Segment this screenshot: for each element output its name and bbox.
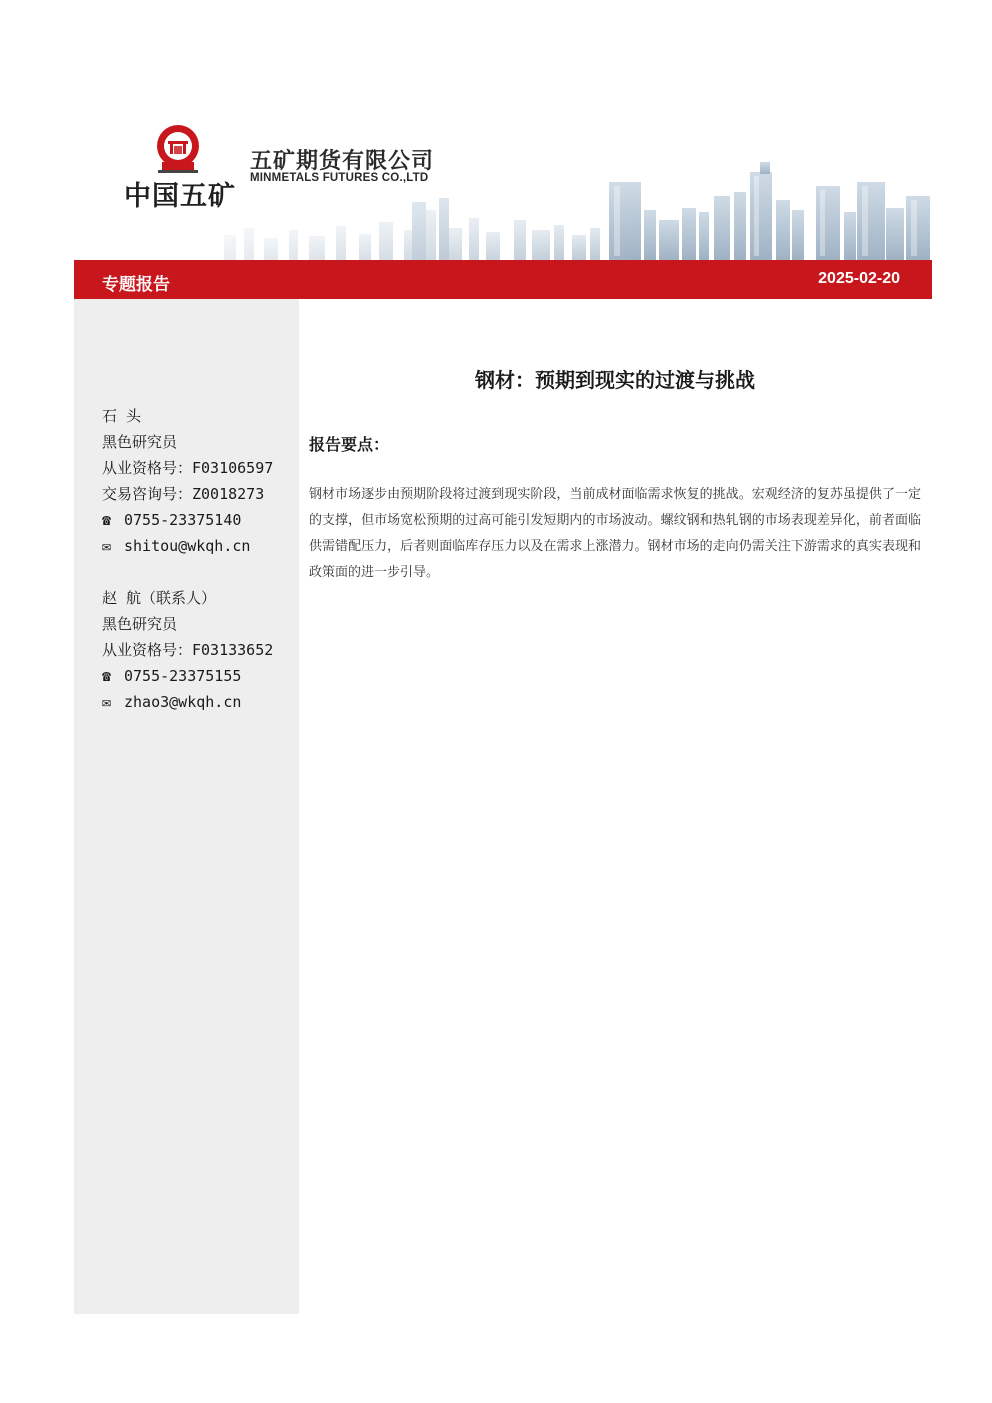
author-email[interactable]	[102, 533, 273, 559]
author-card	[102, 585, 273, 715]
company-name-cn: 五矿期货有限公司	[250, 149, 435, 174]
author-phone-number: 0755-23375140	[124, 511, 242, 529]
email-icon: ✉	[102, 693, 112, 711]
phone-icon: ☎	[102, 511, 112, 529]
author-card	[102, 403, 273, 559]
author-license: 从业资格号：F03106597	[102, 459, 274, 477]
author-role: 黑色研究员	[102, 615, 178, 633]
author-name: 赵 航（联系人）	[102, 589, 217, 607]
author-sidebar	[74, 299, 299, 1314]
author-phone-number: 0755-23375155	[124, 667, 242, 685]
author-phone	[102, 507, 273, 533]
author-phone	[102, 663, 273, 689]
key-points-heading: 报告要点：	[309, 435, 390, 454]
report-type-bar	[74, 260, 932, 299]
author-consult-number: 交易咨询号：Z0018273	[102, 485, 265, 503]
author-role: 黑色研究员	[102, 433, 178, 451]
author-email-address[interactable]: shitou@wkqh.cn	[124, 537, 251, 555]
author-license: 从业资格号：F03133652	[102, 641, 274, 659]
author-email[interactable]	[102, 689, 273, 715]
logo-wordmark: 中国五矿	[124, 181, 236, 212]
author-email-address[interactable]: zhao3@wkqh.cn	[124, 693, 242, 711]
author-name: 石 头	[102, 407, 142, 425]
email-icon: ✉	[102, 537, 112, 555]
china-minmetals-emblem-icon	[154, 124, 202, 174]
phone-icon: ☎	[102, 667, 112, 685]
company-name-en: MINMETALS FUTURES CO.,LTD	[250, 172, 429, 184]
report-type-label: 专题报告	[102, 275, 170, 295]
report-title: 钢材：预期到现实的过渡与挑战	[475, 368, 755, 392]
report-date: 2025-02-20	[818, 270, 900, 287]
key-points-summary: 钢材市场逐步由预期阶段将过渡到现实阶段，当前成材面临需求恢复的挑战。宏观经济的复苏虽提供了一定的支撑，但市场宽松预期的过高可能引发短期内的市场波动。螺纹钢和热轧钢的市场表现差异化，前者面临供需错配压力，后者则面临库存压力以及在需求上涨潜力。钢材市场的走向仍需关注下游需求的真实表现和政策面的进一步引导。	[309, 487, 921, 580]
header-banner	[74, 100, 932, 260]
